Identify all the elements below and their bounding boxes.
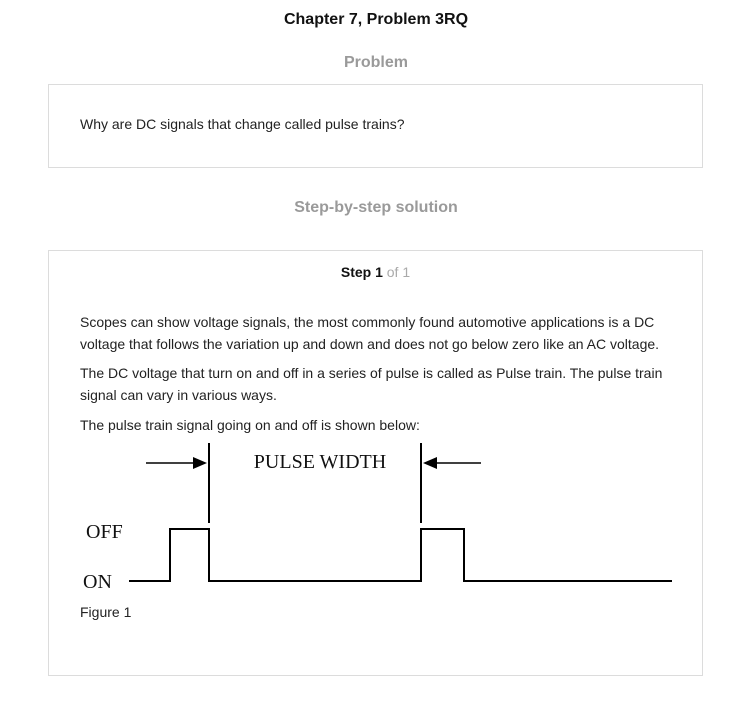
problem-text: Why are DC signals that change called pulse trains? (80, 116, 405, 132)
solution-paragraph: The DC voltage that turn on and off in a series of pulse is called as Pulse train. The pulse train signal can vary in various ways. (80, 365, 663, 403)
step-number: Step 1 (340, 264, 383, 280)
solution-paragraph: The pulse train signal going on and off is shown below: (80, 417, 420, 433)
arrow-right-head (423, 457, 437, 469)
problem-card (48, 84, 703, 168)
figure-caption: Figure 1 (80, 604, 132, 620)
step-label (49, 264, 702, 280)
pulse-width-label: PULSE WIDTH (253, 451, 387, 473)
on-label: ON (83, 571, 112, 591)
solution-heading: Step-by-step solution (294, 199, 458, 216)
page-title: Chapter 7, Problem 3RQ (283, 11, 469, 28)
pulse-train-diagram (80, 441, 680, 591)
pulse-train-waveform (129, 529, 672, 581)
pulse-train-figure (80, 441, 680, 591)
off-label: OFF (86, 521, 123, 543)
arrow-left-head (193, 457, 207, 469)
step-total: of 1 (386, 264, 411, 280)
solution-paragraph: Scopes can show voltage signals, the most commonly found automotive applications is a DC voltage that follows the variation up and down and does not go below zero like an AC voltage. (80, 314, 660, 352)
solution-card (48, 250, 703, 676)
problem-heading: Problem (343, 54, 408, 71)
